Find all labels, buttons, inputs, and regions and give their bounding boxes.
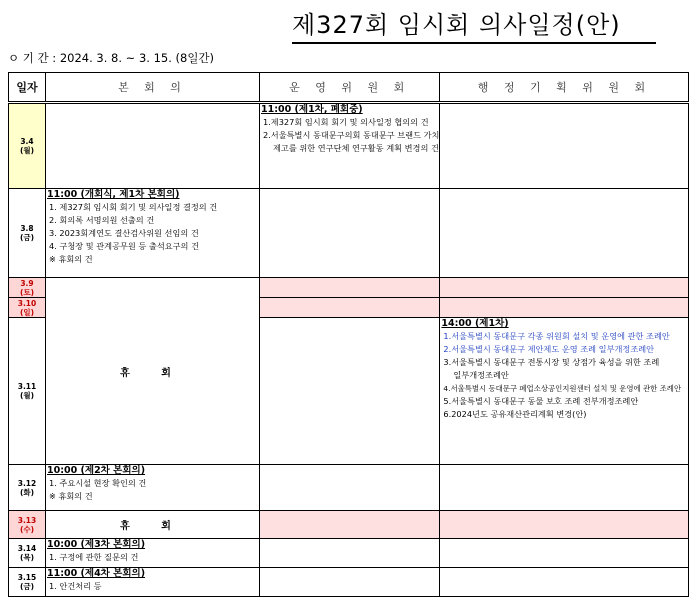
header-plenary: 본 회 의 bbox=[46, 73, 260, 103]
date: 3.14 bbox=[17, 544, 37, 553]
weekday: (월) bbox=[19, 391, 35, 400]
date: 3.15 bbox=[17, 573, 37, 582]
agenda-item: 제고를 위한 연구단체 연구활동 계획 변경의 건 bbox=[273, 143, 439, 153]
session-label: 11:00 (제4차 본회의) bbox=[47, 568, 146, 579]
planning-cell bbox=[440, 465, 689, 511]
agenda-item: 1. 주요시설 현장 확인의 건 bbox=[49, 478, 147, 488]
session-label: 14:00 (제1차) bbox=[441, 318, 509, 329]
table-row bbox=[9, 189, 689, 278]
session-label: 11:00 (개회식, 제1차 본회의) bbox=[47, 189, 180, 200]
weekday: (일) bbox=[19, 307, 35, 317]
recess-cell: 휴 회 bbox=[46, 511, 260, 539]
table-row bbox=[9, 568, 689, 597]
agenda-item: 4. 구청장 및 관계공무원 등 출석요구의 건 bbox=[49, 241, 199, 251]
date: 3.8 bbox=[20, 224, 34, 233]
weekday: (수) bbox=[19, 524, 35, 534]
date: 3.13 bbox=[17, 515, 37, 525]
agenda-item: 1. 제327회 임시회 회기 및 의사일정 결정의 건 bbox=[49, 202, 218, 212]
steering-cell bbox=[260, 539, 440, 568]
date-cell bbox=[9, 318, 46, 465]
agenda-item: 2.서울특별시 동대문구의회 동대문구 브랜드 가치 bbox=[263, 130, 440, 140]
agenda-item: ※ 휴회의 건 bbox=[49, 491, 93, 501]
steering-cell bbox=[260, 189, 440, 278]
steering-cell bbox=[260, 298, 440, 318]
recess-cell: 휴 회 bbox=[46, 278, 260, 465]
table-row bbox=[9, 465, 689, 511]
planning-cell bbox=[440, 568, 689, 597]
agenda-item: 1.서울특별시 동대문구 각종 위원회 설치 및 운영에 관한 조례안 bbox=[443, 331, 670, 341]
date-cell bbox=[9, 465, 46, 511]
plenary-cell bbox=[46, 539, 260, 568]
table-row bbox=[9, 278, 689, 298]
planning-cell bbox=[440, 103, 689, 189]
plenary-cell bbox=[46, 189, 260, 278]
steering-cell bbox=[260, 511, 440, 539]
date-cell bbox=[9, 278, 46, 298]
agenda-item: 3.서울특별시 동대문구 전통시장 및 상점가 육성을 위한 조례 bbox=[443, 357, 660, 367]
session-period: ㅇ 기 간 : 2024. 3. 8. ~ 3. 15. (8일간) bbox=[8, 51, 215, 65]
page-title: 제327회 임시회 의사일정(안) bbox=[292, 8, 656, 44]
session-label: 11:00 (제1차, 폐회중) bbox=[261, 104, 363, 115]
date: 3.10 bbox=[17, 298, 37, 308]
agenda-item: 6.2024년도 공유재산관리계획 변경(안) bbox=[443, 409, 587, 419]
agenda-item: 5.서울특별시 동대문구 동물 보호 조례 전부개정조례안 bbox=[443, 396, 639, 406]
steering-cell bbox=[260, 465, 440, 511]
date: 3.4 bbox=[20, 137, 34, 146]
weekday: (월) bbox=[19, 146, 35, 155]
weekday: (목) bbox=[19, 553, 35, 562]
weekday: (토) bbox=[19, 287, 35, 297]
planning-cell bbox=[440, 511, 689, 539]
date: 3.11 bbox=[17, 382, 37, 391]
date-cell bbox=[9, 539, 46, 568]
agenda-item: 1.제327회 임시회 회기 및 의사일정 협의의 건 bbox=[263, 117, 429, 127]
table-row bbox=[9, 539, 689, 568]
agenda-item: 2.서울특별시 동대문구 제안제도 운영 조례 일부개정조례안 bbox=[443, 344, 655, 354]
table-row bbox=[9, 103, 689, 189]
planning-cell bbox=[440, 318, 689, 465]
session-label: 10:00 (제3차 본회의) bbox=[47, 539, 146, 550]
weekday: (화) bbox=[19, 487, 35, 497]
table-row bbox=[9, 511, 689, 539]
planning-cell bbox=[440, 298, 689, 318]
schedule-table bbox=[8, 72, 689, 597]
date-cell bbox=[9, 189, 46, 278]
steering-cell bbox=[260, 318, 440, 465]
header-row bbox=[9, 73, 689, 103]
date-cell bbox=[9, 103, 46, 189]
steering-cell bbox=[260, 103, 440, 189]
agenda-item: 1. 안건처리 등 bbox=[49, 581, 102, 591]
header-planning: 행 정 기 획 위 원 회 bbox=[440, 73, 689, 103]
date-cell bbox=[9, 511, 46, 539]
weekday: (금) bbox=[19, 233, 35, 242]
agenda-item: 1. 구정에 관한 질문의 건 bbox=[49, 552, 139, 562]
header-steering: 운 영 위 원 회 bbox=[260, 73, 440, 103]
planning-cell bbox=[440, 189, 689, 278]
date-cell bbox=[9, 568, 46, 597]
agenda-item: 일부개정조례안 bbox=[453, 370, 509, 380]
weekday: (금) bbox=[19, 582, 35, 591]
plenary-cell bbox=[46, 103, 260, 189]
date: 3.12 bbox=[17, 478, 37, 488]
session-label: 10:00 (제2차 본회의) bbox=[47, 465, 146, 476]
date-cell bbox=[9, 298, 46, 318]
agenda-item: 2. 회의록 서명의원 선출의 건 bbox=[49, 215, 155, 225]
steering-cell bbox=[260, 568, 440, 597]
agenda-item: 4.서울특별시 동대문구 폐업소상공인지원센터 설치 및 운영에 관한 조례안 bbox=[443, 384, 682, 393]
plenary-cell bbox=[46, 568, 260, 597]
planning-cell bbox=[440, 539, 689, 568]
agenda-item: 3. 2023회계연도 결산검사위원 선임의 건 bbox=[49, 228, 199, 238]
planning-cell bbox=[440, 278, 689, 298]
agenda-item: ※ 휴회의 건 bbox=[49, 254, 93, 264]
header-date: 일자 bbox=[9, 73, 46, 103]
steering-cell bbox=[260, 278, 440, 298]
date: 3.9 bbox=[20, 278, 34, 288]
plenary-cell bbox=[46, 465, 260, 511]
